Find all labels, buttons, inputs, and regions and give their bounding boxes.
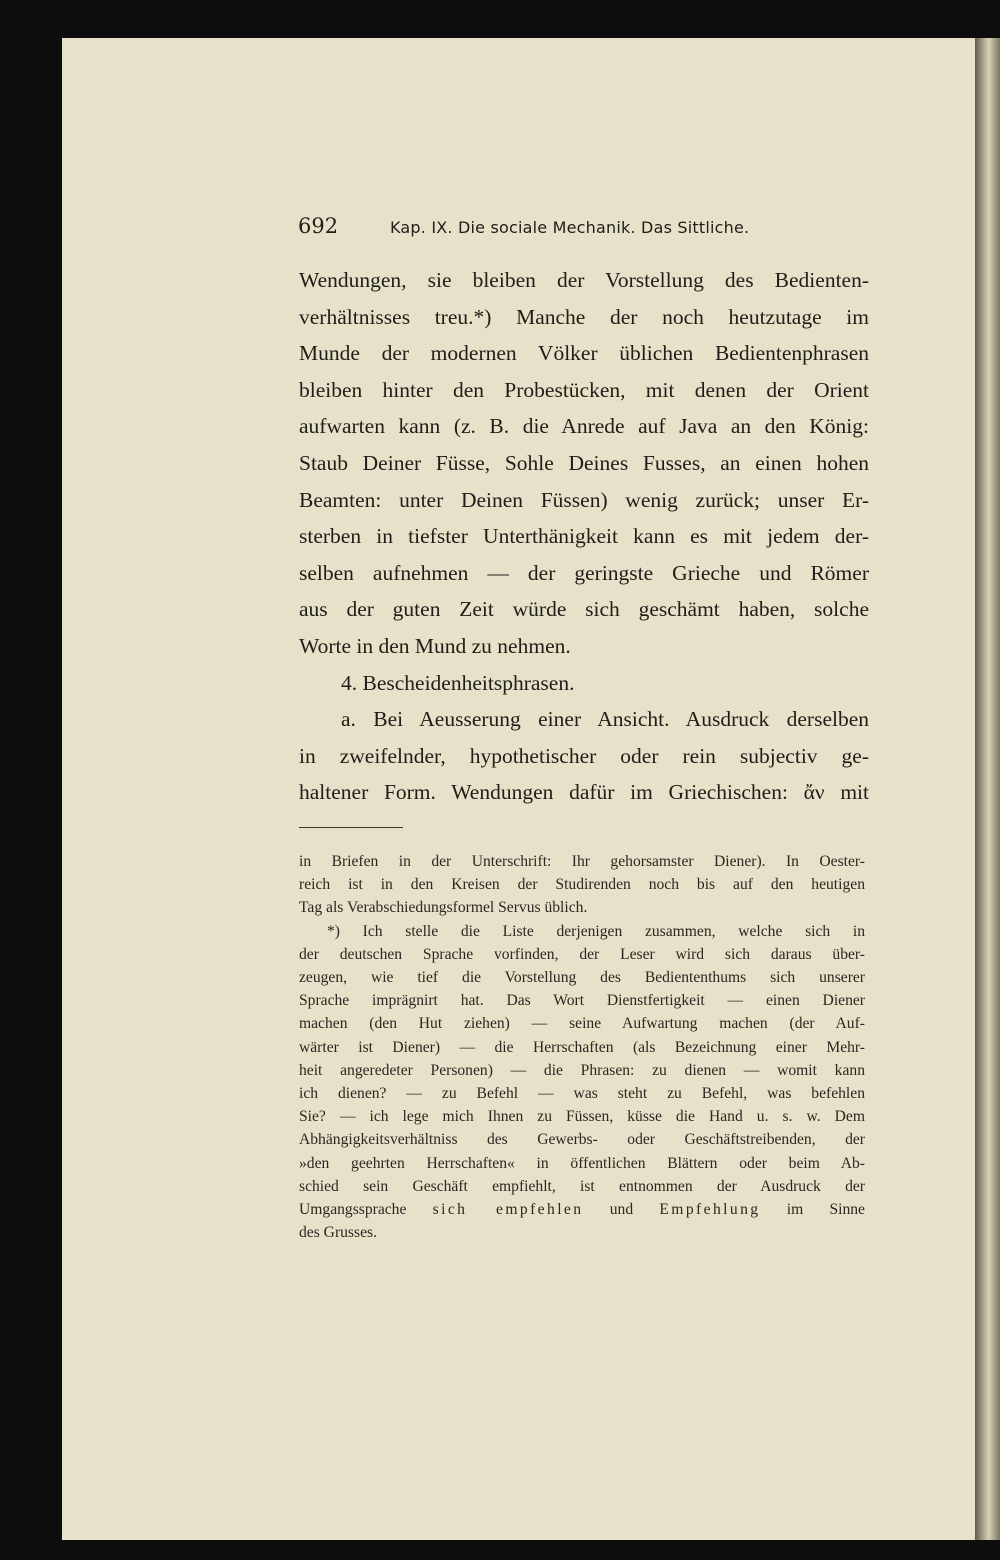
page-number: 692 <box>298 214 339 238</box>
text-line: aus der guten Zeit würde sich geschämt haben, solche <box>299 597 869 622</box>
footnote-fragment: und <box>609 1201 634 1219</box>
running-head: Kap. IX. Die sociale Mechanik. Das Sittliche. <box>390 218 750 237</box>
footnote-line: zeugen, wie tief die Vorstellung des Bediententhums sich unserer <box>299 969 865 987</box>
footnote-fragment: Umgangssprache <box>299 1201 407 1219</box>
text-line: sterben in tiefster Unterthänigkeit kann es mit jedem der- <box>299 524 869 549</box>
footnote-line: schied sein Geschäft empfiehlt, ist entnommen der Ausdruck der <box>299 1177 865 1195</box>
footnote-line: Tag als Verabschiedungsformel Servus üblich. <box>299 899 588 917</box>
footnote-line <box>299 1198 865 1221</box>
footnote-line: reich ist in den Kreisen der Studirenden noch bis auf den heutigen <box>299 876 865 894</box>
text-line: verhältnisses treu.*) Manche der noch heutzutage im <box>299 304 869 329</box>
footnote-line: *) Ich stelle die Liste derjenigen zusammen, welche sich in <box>327 922 865 940</box>
footnote-line: in Briefen in der Unterschrift: Ihr gehorsamster Diener). In Oester- <box>299 853 865 870</box>
footnote-line: »den geehrten Herrschaften« in öffentlichen Blättern oder beim Ab- <box>299 1154 865 1172</box>
text-line: Wendungen, sie bleiben der Vorstellung des Bedienten- <box>299 268 869 292</box>
page-edge <box>975 38 1000 1540</box>
text-line: Worte in den Mund zu nehmen. <box>299 633 571 658</box>
spaced-phrase: sich empfehlen <box>432 1201 584 1219</box>
footnotes <box>299 850 865 1244</box>
text-line: Munde der modernen Völker üblichen Bedientenphrasen <box>299 341 869 366</box>
text-line: in zweifelnder, hypothetischer oder rein subjectiv ge- <box>299 743 869 768</box>
footnote-fragment: im Sinne <box>786 1201 865 1219</box>
main-text <box>299 262 869 811</box>
footnote-line: Sprache imprägnirt hat. Das Wort Dienstfertigkeit — einen Diener <box>299 992 865 1010</box>
footnote-line: Sie? — ich lege mich Ihnen zu Füssen, küsse die Hand u. s. w. Dem <box>299 1108 865 1126</box>
text-line: bleiben hinter den Probestücken, mit denen der Orient <box>299 377 869 402</box>
footnote-line: wärter ist Diener) — die Herrschaften (als Bezeichnung einer Mehr- <box>299 1038 865 1056</box>
text-line: haltener Form. Wendungen dafür im Griechischen: ἄν mit <box>299 780 869 805</box>
text-line: selben aufnehmen — der geringste Grieche und Römer <box>299 560 869 585</box>
spaced-phrase: Empfehlung <box>659 1201 761 1219</box>
footnote-line: ich dienen? — zu Befehl — was steht zu Befehl, was befehlen <box>299 1085 865 1103</box>
footnote-line: des Grusses. <box>299 1224 377 1242</box>
text-line: Beamten: unter Deinen Füssen) wenig zurück; unser Er- <box>299 487 869 512</box>
footnote-line: der deutschen Sprache vorfinden, der Leser wird sich daraus über- <box>299 945 865 963</box>
footnote-line: Abhängigkeitsverhältniss des Gewerbs- oder Geschäftstreibenden, der <box>299 1131 865 1149</box>
text-line: aufwarten kann (z. B. die Anrede auf Java an den König: <box>299 414 869 439</box>
footnote-rule <box>299 827 403 828</box>
text-line: a. Bei Aeusserung einer Ansicht. Ausdruck derselben <box>341 707 869 732</box>
footnote-line: heit angeredeter Personen) — die Phrasen: zu dienen — womit kann <box>299 1061 865 1079</box>
section-heading: 4. Bescheidenheitsphrasen. <box>341 670 575 695</box>
text-line: Staub Deiner Füsse, Sohle Deines Fusses, an einen hohen <box>299 450 869 475</box>
page-header <box>298 212 870 246</box>
footnote-line: machen (den Hut ziehen) — seine Aufwartung machen (der Auf- <box>299 1015 865 1033</box>
